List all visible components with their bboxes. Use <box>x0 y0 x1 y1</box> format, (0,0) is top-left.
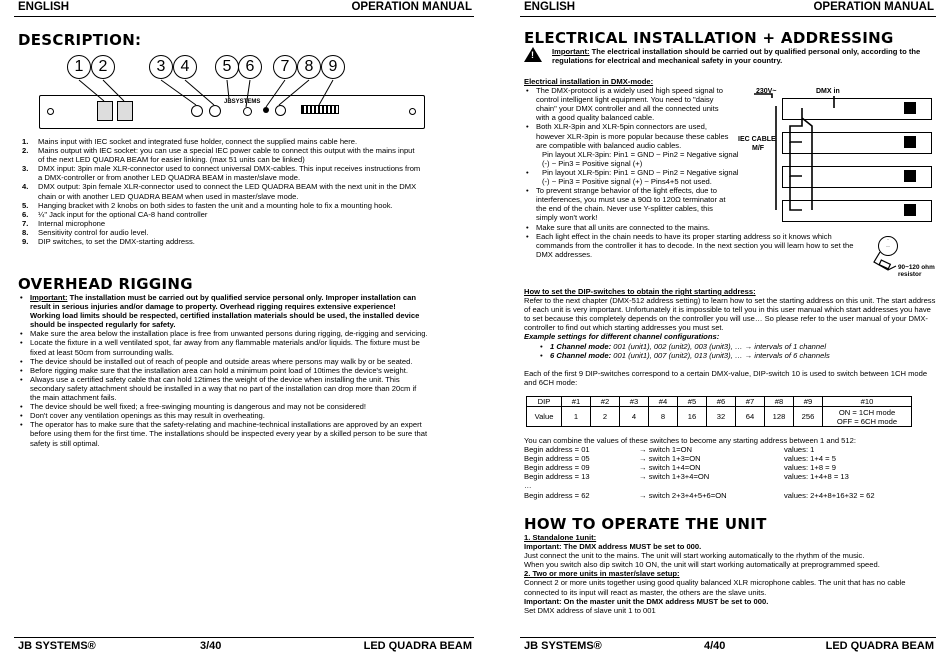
rigging-item: • Make sure the area below the installation place is free from unwanted persons during rigging, de-rigging and servicing. <box>18 329 428 338</box>
description-item: 5. Hanging bracket with 2 knobs on both sides to fasten the unit and a mounting hole to fix a mounting hook. <box>22 200 393 210</box>
header-manual-title: OPERATION MANUAL <box>351 1 472 13</box>
dmx-bullet: • Each light effect in the chain needs to have its proper starting address so it knows which commands from the controller it has to decode. In the next section you will learn how to set the DMX addresses. <box>524 232 866 259</box>
footer-brand: JB SYSTEMS® <box>524 640 602 652</box>
callout-6: 6 <box>238 55 262 79</box>
example-item: • 6 Channel mode: 001 (unit1), 007 (unit2), 013 (unit3), … → intervals of 6 channels <box>538 351 936 360</box>
dip10-off: OFF = 6CH mode <box>836 416 898 426</box>
right-page <box>520 0 936 654</box>
iec-cable-label: IEC CABLE <box>738 136 776 143</box>
xlr-plug: · ·· <box>878 236 898 256</box>
callout-2: 2 <box>91 55 115 79</box>
address-row: Begin address = 13 → switch 1+3+4=ON values: 1+4+8 = 13 <box>524 472 849 482</box>
example-heading: Example settings for different channel configurations: <box>524 332 720 342</box>
masterslave-heading: 2. Two or more units in master/slave setup: <box>524 569 680 579</box>
pin-layout-5: • Pin layout XLR-5pin: Pin1 = GND ~ Pin2 = Negative signal (-) ~ Pin3 = Positive signal (+) ~ Pins4+5 not used. <box>524 168 740 186</box>
rigging-item: • The device should be installed out of reach of people and outside areas where persons may walk by or be seated. <box>18 357 428 366</box>
terminator-illustration <box>870 236 936 282</box>
rigging-list <box>18 293 428 448</box>
rear-panel-diagram <box>39 55 429 135</box>
panel-logo: JBSYSTEMS <box>224 99 261 105</box>
description-title: DESCRIPTION: <box>18 31 142 49</box>
address-row: Begin address = 09 → switch 1+4=ON values: 1+8 = 9 <box>524 463 836 473</box>
rigging-item: • Locate the fixture in a well ventilated spot, far away from any flammable materials and/or liquids. The fixture must be fixed at least 50cm from surrounding walls. <box>18 338 428 356</box>
footer-brand: JB SYSTEMS® <box>18 640 96 652</box>
description-item: 2. Mains output with IEC socket: you can use a special IEC power cable to connect this output with the mains input of the next LED QUADRA BEAM for easier linking. (max 51 units can be linked) <box>22 146 415 165</box>
footer-page-number: 4/40 <box>704 640 726 652</box>
callout-7: 7 <box>273 55 297 79</box>
rigging-section <box>18 293 428 448</box>
operate-section <box>524 533 936 615</box>
unit-3-fan <box>904 170 916 182</box>
dmx-wiring-diagram <box>738 86 934 221</box>
callout-leader-lines <box>39 55 429 135</box>
callout-1: 1 <box>67 55 91 79</box>
start-address-section <box>524 287 936 387</box>
address-row: … <box>524 481 532 491</box>
description-item: 4. DMX output: 3pin female XLR-connector used to connect the LED QUADRA BEAM with the next unit in the DMX chain or with another LED QUADRA BEAM when used in master/slave mode. <box>22 182 417 201</box>
header-language: ENGLISH <box>524 1 576 13</box>
description-list-container <box>22 137 422 246</box>
left-page <box>14 0 474 654</box>
operate-title: HOW TO OPERATE THE UNIT <box>524 515 767 533</box>
start-address-heading: How to set the DIP-switches to obtain the right starting address: <box>524 287 756 296</box>
description-item: 3. DMX input: 3pin male XLR-connector used to connect universal DMX-cables. This input receives instructions from a DMX-controller or from another LED QUADRA BEAM in master/slave mode. <box>22 164 421 183</box>
warning-icon: ! <box>524 47 542 62</box>
callout-9: 9 <box>321 55 345 79</box>
electrical-title: ELECTRICAL INSTALLATION + ADDRESSING <box>524 29 894 47</box>
page-footer <box>14 637 474 654</box>
callout-4: 4 <box>173 55 197 79</box>
callout-5: 5 <box>215 55 239 79</box>
dip-switch-table <box>526 396 912 427</box>
dmx-bullet: • Both XLR-3pin and XLR-5pin connectors are used, however XLR-3pin is more popular because these cables are compatible with balanced audio cables. <box>524 122 734 149</box>
dip-value-row: Value 1 2 4 8 16 32 64 128 256 ON = 1CH mode OFF = 6CH mode <box>527 407 912 427</box>
masterslave-text: Connect 2 or more units together using good quality balanced XLR microphone cables. The unit that has no cable connected to its input will react as master, the others are the slave units. <box>524 578 906 597</box>
dmx-bullet: • To prevent strange behavior of the light effects, due to interferences, you must use a 90Ω to 120Ω terminator at the end of the chain. Never use Y-splitter cables, this simply won't work! <box>524 186 934 222</box>
dmx-mode-heading: Electrical installation in DMX-mode: <box>524 77 654 86</box>
rigging-item: • The operator has to make sure that the safety-relating and machine-technical installations are approved by an expert before using them for the first time. The installations should be inspected every year by a skilled person to be sure that safety is still optimal. <box>18 420 428 447</box>
dip-header-row: DIP #1 #2 #3 #4 #5 #6 #7 #8 #9 #10 <box>527 397 912 407</box>
callout-8: 8 <box>297 55 321 79</box>
callout-3: 3 <box>149 55 173 79</box>
example-item: • 1 Channel mode: 001 (unit1), 002 (unit2), 003 (unit3), … → intervals of 1 channel <box>538 342 936 351</box>
dmx-in-label: DMX in <box>816 88 840 95</box>
header-manual-title: OPERATION MANUAL <box>813 1 934 13</box>
page-header <box>520 0 936 17</box>
standalone-heading: 1. Standalone 1unit: <box>524 533 597 542</box>
electrical-important: Important: The electrical installation should be carried out by qualified personal only, according to the regulations for electrical and mechanical safety in your country. <box>552 47 921 66</box>
rigging-important: • Important: The installation must be carried out by qualified service personal only. Improper installation can result in serious injuries and/or damage to property. Overhead rigging requires extensive experience! Working load limits should be respected, certified installation materials should be used, the installed device should be inspected regularly for safety. <box>18 293 428 329</box>
rigging-item: • Before rigging make sure that the installation area can hold a minimum point load of 10times the device's weight. <box>18 366 428 375</box>
unit-4-fan <box>904 204 916 216</box>
footer-product: LED QUADRA BEAM <box>825 640 934 652</box>
standalone-important: Important: The DMX address MUST be set to 000. <box>524 542 702 552</box>
header-language: ENGLISH <box>18 1 70 13</box>
description-list <box>22 137 422 246</box>
standalone-text: Just connect the unit to the mains. The unit will start working automatically to the rhythm of the music. <box>524 551 865 561</box>
dip-intro: Each of the first 9 DIP-switches correspond to a certain DMX-value, DIP-switch 10 is used to switch between 1CH mode and 6CH mode: <box>524 368 928 387</box>
address-row: Begin address = 05 → switch 1+3=ON values: 1+4 = 5 <box>524 454 836 464</box>
standalone-text-2: When you switch also dip switch 10 ON, the unit will start working automatically at preprogrammed speed. <box>524 560 880 570</box>
start-address-text: Refer to the next chapter (DMX-512 address setting) to learn how to set the starting address on this unit. The start address of each unit is very important. Unfortunately it is impossible to tell you in this user manual which start addresses you have to set because this completely depends on the controller you will use… So please refer to the user manual of your DMX-controller to find out which starting addresses you must set. <box>524 296 936 333</box>
dmx-bullet: • The DMX-protocol is a widely used high speed signal to control intelligent light equipment. You need to "daisy chain" your DMX controller and all the connected units with a good quality balanced cable. <box>524 86 734 122</box>
address-examples <box>524 436 936 500</box>
address-row: Begin address = 62 → switch 2+3+4+5+6=ON values: 2+4+8+16+32 = 62 <box>524 490 875 500</box>
resistor-label: 90~120 ohm resistor <box>898 264 935 278</box>
cable-type-label: M/F <box>752 145 765 152</box>
page-header <box>14 0 474 17</box>
dmx-bullet: • Make sure that all units are connected to the mains. <box>524 223 934 232</box>
address-row: Begin address = 01 → switch 1=ON values: 1 <box>524 445 815 455</box>
rigging-item: • Don't cover any ventilation openings as this may result in overheating. <box>18 411 428 420</box>
unit-1-fan <box>904 102 916 114</box>
description-item: 1. Mains input with IEC socket and integrated fuse holder, connect the supplied mains cable here. <box>22 137 358 146</box>
example-list <box>524 342 936 360</box>
rigging-title: OVERHEAD RIGGING <box>18 275 193 293</box>
description-item: 7. Internal microphone <box>22 218 106 228</box>
rigging-item: • Always use a certified safety cable that can hold 12times the weight of the device when installing the unit. This secondary safety attachment should be installed in a way that no part of the installation can drop more than 20cm if the main attachment fails. <box>18 375 428 402</box>
rigging-item: • The device should be well fixed; a free-swinging mounting is dangerous and may not be considered! <box>18 402 428 411</box>
combine-text: You can combine the values of these switches to become any starting address between 1 and 512: <box>524 436 856 445</box>
footer-page-number: 3/40 <box>200 640 222 652</box>
masterslave-text-2: Set DMX address of slave unit 1 to 001 <box>524 605 656 615</box>
footer-product: LED QUADRA BEAM <box>363 640 472 652</box>
unit-2-fan <box>904 136 916 148</box>
masterslave-important: Important: On the master unit the DMX address MUST be set to 000. <box>524 596 769 606</box>
page-footer <box>520 637 936 654</box>
description-item: 9. DIP switches, to set the DMX-starting address. <box>22 237 195 247</box>
dip10-on: ON = 1CH mode <box>838 407 896 417</box>
mains-voltage-label: 230V~ <box>756 88 777 95</box>
description-item: 6. ¼" Jack input for the optional CA-8 hand controller <box>22 209 208 219</box>
description-item: 8. Sensitivity control for audio level. <box>22 227 149 237</box>
pin-layout-3: Pin layout XLR-3pin: Pin1 = GND ~ Pin2 = Negative signal (-) ~ Pin3 = Positive signal (+) <box>542 149 739 168</box>
